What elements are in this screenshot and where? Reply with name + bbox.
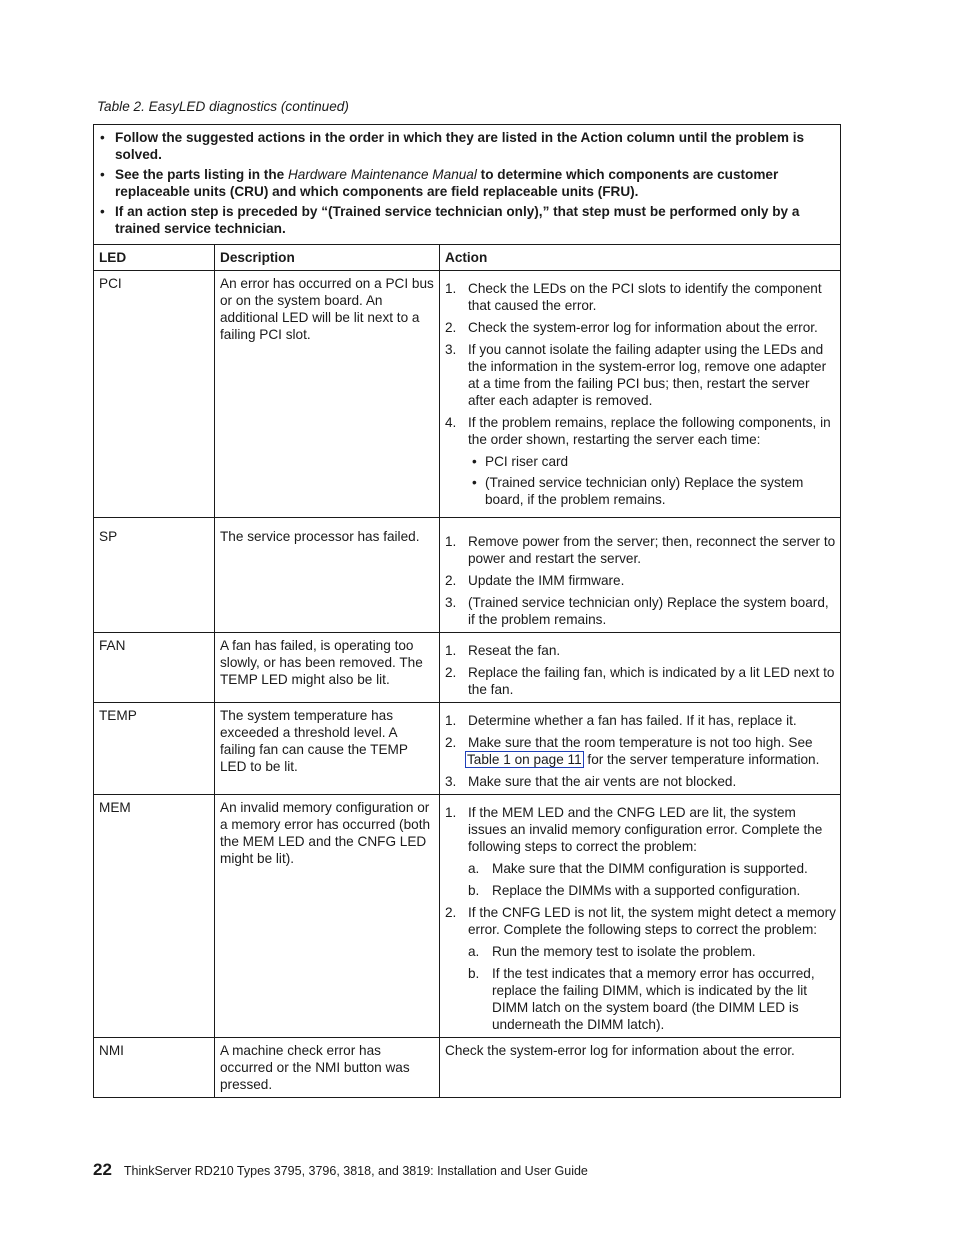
- action-step: 3. Make sure that the air vents are not blocked.: [445, 774, 737, 789]
- table-row: [94, 271, 841, 518]
- table-1-link[interactable]: Table 1 on page 11: [467, 752, 582, 767]
- action-step: 2. Make sure that the room temperature is not too high. See Table 1 on page 11 for the server temperature information.: [445, 735, 820, 767]
- description-cell: A machine check error has occurred or the NMI button was pressed.: [215, 1038, 440, 1098]
- table-header-row: [94, 245, 841, 271]
- easyled-diagnostics-table: [93, 124, 841, 1098]
- action-step: 1. Reseat the fan.: [445, 643, 561, 658]
- action-step: 4. If the problem remains, replace the following components, in the order shown, restarting the server each time: • PCI riser card • (Trained service technician only) Replace the system board, if the problem remains.: [445, 414, 836, 508]
- action-substep: b. Replace the DIMMs with a supported configuration.: [468, 883, 801, 898]
- action-step: 2. Replace the failing fan, which is indicated by a lit LED next to the fan.: [445, 665, 835, 697]
- table-row: [94, 1038, 841, 1098]
- table-notes-row: [94, 125, 841, 245]
- header-action: Action: [440, 245, 841, 271]
- led-cell: MEM: [94, 795, 215, 1038]
- note-item: • If an action step is preceded by “(Trained service technician only),” that step must be performed only by a trained service technician.: [99, 203, 836, 237]
- footer-title: ThinkServer RD210 Types 3795, 3796, 3818, and 3819: Installation and User Guide: [123, 1164, 588, 1178]
- led-cell: FAN: [94, 633, 215, 703]
- action-substep: • (Trained service technician only) Replace the system board, if the problem remains.: [468, 474, 836, 508]
- action-substep: a. Run the memory test to isolate the problem.: [468, 944, 756, 959]
- action-step: 3. (Trained service technician only) Replace the system board, if the problem remains.: [445, 595, 829, 627]
- note-item: • Follow the suggested actions in the order in which they are listed in the Action column until the problem is solved.: [99, 129, 836, 163]
- table-row: [94, 518, 841, 633]
- led-cell: NMI: [94, 1038, 215, 1098]
- description-cell: The system temperature has exceeded a threshold level. A failing fan can cause the TEMP LED to be lit.: [215, 703, 440, 795]
- note-item: • See the parts listing in the Hardware Maintenance Manual to determine which components are customer replaceable units (CRU) and which components are field replaceable units (FRU).: [99, 166, 836, 200]
- manual-title: Hardware Maintenance Manual: [287, 167, 477, 182]
- table-row: [94, 633, 841, 703]
- description-cell: A fan has failed, is operating too slowly, or has been removed. The TEMP LED might also be lit.: [215, 633, 440, 703]
- action-substep: • PCI riser card: [468, 453, 836, 470]
- action-step: 1. Check the LEDs on the PCI slots to identify the component that caused the error.: [445, 281, 822, 313]
- description-cell: The service processor has failed.: [215, 518, 440, 633]
- table-caption: Table 2. EasyLED diagnostics (continued): [97, 99, 349, 114]
- action-cell: Check the system-error log for information about the error.: [440, 1038, 841, 1098]
- action-cell: [440, 633, 841, 703]
- action-substep: b. If the test indicates that a memory error has occurred, replace the failing DIMM, which is indicated by the lit DIMM latch on the system board (the DIMM LED is underneath the DIMM latch).: [468, 966, 815, 1032]
- action-cell: [440, 518, 841, 633]
- page-footer: [93, 1160, 588, 1180]
- action-step: 1. If the MEM LED and the CNFG LED are lit, the system issues an invalid memory configuration error. Complete the following steps to correct the problem: a. Make sure that the DIMM configuration is supported. b. Replace the DIMMs with a supported configuration.: [445, 804, 836, 899]
- led-cell: SP: [94, 518, 215, 633]
- header-description: Description: [215, 245, 440, 271]
- table-row: [94, 703, 841, 795]
- description-cell: An error has occurred on a PCI bus or on the system board. An additional LED will be lit next to a failing PCI slot.: [215, 271, 440, 518]
- description-cell: An invalid memory configuration or a memory error has occurred (both the MEM LED and the CNFG LED might be lit).: [215, 795, 440, 1038]
- page-number: 22: [93, 1160, 112, 1179]
- action-cell: [440, 795, 841, 1038]
- led-cell: TEMP: [94, 703, 215, 795]
- action-step: 2. Update the IMM firmware.: [445, 573, 625, 588]
- action-cell: [440, 703, 841, 795]
- table-row: [94, 795, 841, 1038]
- action-cell: [440, 271, 841, 518]
- header-led: LED: [94, 245, 215, 271]
- action-step: 2. If the CNFG LED is not lit, the system might detect a memory error. Complete the following steps to correct the problem: a. Run the memory test to isolate the problem. b. If the test indicates that a memory error has occurred, replace the failing DIMM, which is indicated by the lit DIMM latch on the system board (the DIMM LED is underneath the DIMM latch).: [445, 905, 836, 1032]
- led-cell: PCI: [94, 271, 215, 518]
- action-step: 1. Determine whether a fan has failed. If it has, replace it.: [445, 713, 797, 728]
- action-step: 3. If you cannot isolate the failing adapter using the LEDs and the information in the system-error log, remove one adapter at a time from the failing PCI bus; then, restart the server after each adapter is removed.: [445, 342, 827, 408]
- action-substep: a. Make sure that the DIMM configuration is supported.: [468, 861, 808, 876]
- table-notes: [94, 125, 841, 245]
- action-step: 2. Check the system-error log for information about the error.: [445, 320, 818, 335]
- action-step: 1. Remove power from the server; then, reconnect the server to power and restart the server.: [445, 534, 836, 566]
